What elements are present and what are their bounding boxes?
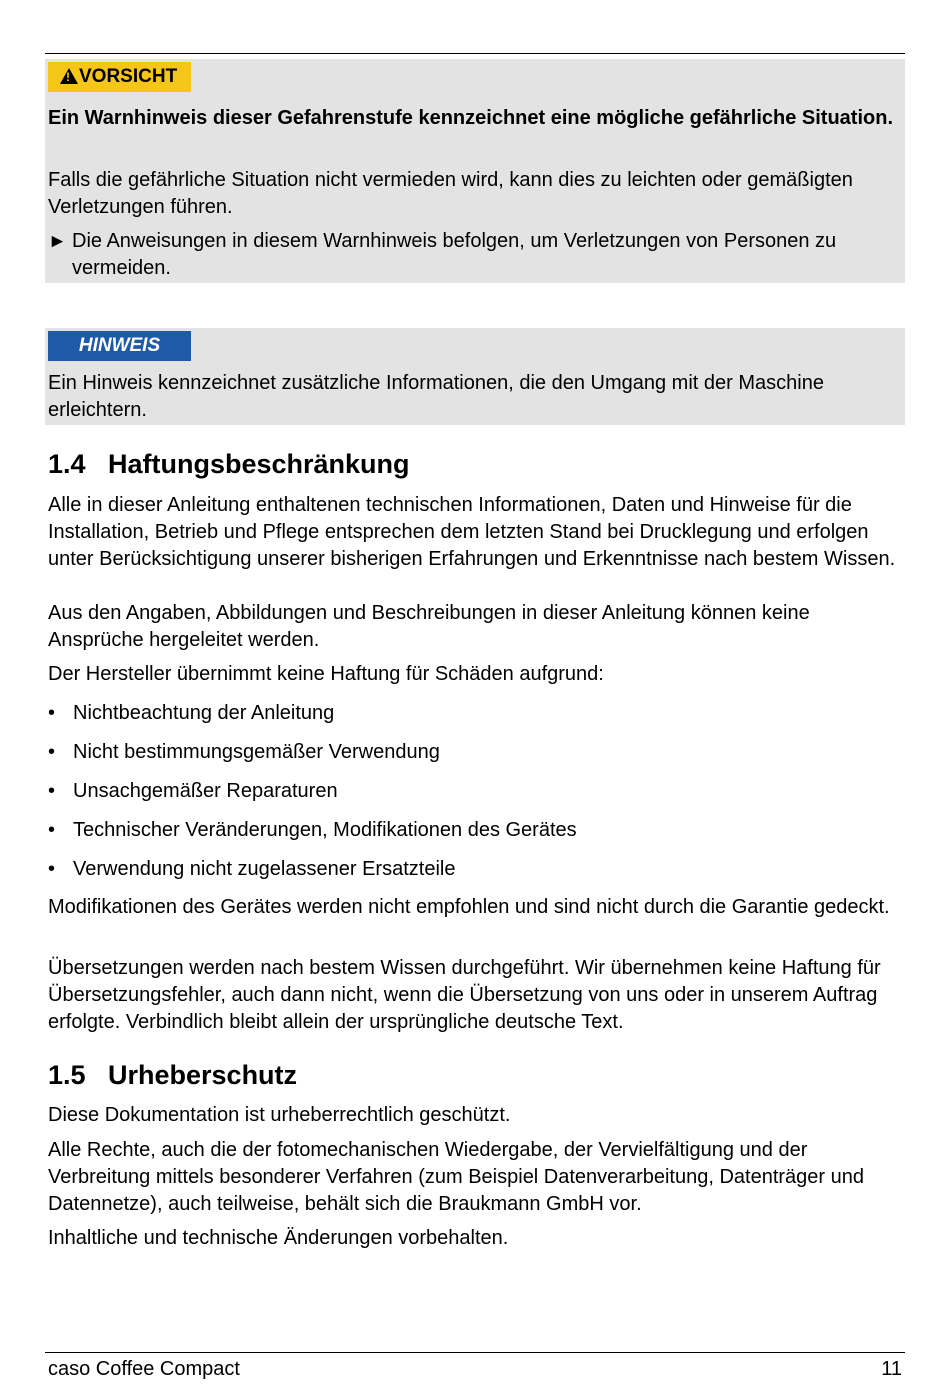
list-item	[48, 778, 898, 805]
list-item-text: Nichtbeachtung der Anleitung	[73, 702, 335, 724]
list-item	[48, 739, 898, 766]
bullet-icon: •	[48, 819, 56, 841]
list-item-text: Verwendung nicht zugelassener Ersatzteile	[73, 858, 456, 880]
section-title: Haftungsbeschränkung	[108, 449, 410, 479]
warning-label-text: VORSICHT	[79, 66, 178, 87]
warning-action-text: Die Anweisungen in diesem Warnhinweis befolgen, um Verletzungen von Personen zu vermeiden.	[72, 230, 837, 279]
bullet-icon: •	[48, 741, 56, 763]
warning-box	[45, 59, 905, 283]
liability-para-5: Übersetzungen werden nach bestem Wissen durchgeführt. Wir übernehmen keine Haftung für Übersetzungsfehler, auch dann nicht, wenn die Übersetzung von uns oder in unserem Auftrag erfolgte. Verbindlich bleibt allein der ursprüngliche deutsche Text.	[48, 957, 881, 1033]
copyright-para-3: Inhaltliche und technische Änderungen vorbehalten.	[48, 1227, 509, 1249]
list-item-text: Technischer Veränderungen, Modifikationen des Gerätes	[73, 819, 577, 841]
liability-para-3: Der Hersteller übernimmt keine Haftung für Schäden aufgrund:	[48, 663, 604, 685]
note-text: Ein Hinweis kennzeichnet zusätzliche Informationen, die den Umgang mit der Maschine erleichtern.	[48, 372, 824, 421]
page-number: 11	[881, 1358, 902, 1380]
list-item	[48, 700, 898, 727]
footer-product-name: caso Coffee Compact	[48, 1358, 240, 1380]
bullet-icon: •	[48, 702, 56, 724]
list-item	[48, 856, 898, 883]
liability-para-4: Modifikationen des Gerätes werden nicht empfohlen und sind nicht durch die Garantie gedeckt.	[48, 896, 890, 918]
footer-rule	[45, 1352, 905, 1353]
section-number: 1.5	[48, 1060, 86, 1090]
bullet-icon: •	[48, 780, 56, 802]
list-item-text: Nicht bestimmungsgemäßer Verwendung	[73, 741, 440, 763]
note-label: HINWEIS	[48, 331, 191, 361]
arrow-right-icon: ►	[48, 231, 67, 252]
note-box	[45, 328, 905, 425]
warning-label	[48, 62, 191, 92]
section-heading-copyright	[48, 1058, 297, 1092]
warning-title: Ein Warnhinweis dieser Gefahrenstufe kennzeichnet eine mögliche gefährliche Situation.	[48, 107, 893, 129]
liability-para-2: Aus den Angaben, Abbildungen und Beschreibungen in dieser Anleitung können keine Ansprüche hergeleitet werden.	[48, 602, 810, 651]
warning-action	[48, 228, 899, 282]
copyright-para-2: Alle Rechte, auch die der fotomechanischen Wiedergabe, der Vervielfältigung und der Verbreitung mittels besonderer Verfahren (zum Beispiel Datenverarbeitung, Datenträger und Datennetze), auch teilweise, behält sich die Braukmann GmbH vor.	[48, 1139, 865, 1215]
copyright-para-1: Diese Dokumentation ist urheberrechtlich geschützt.	[48, 1104, 511, 1126]
list-item-text: Unsachgemäßer Reparaturen	[73, 780, 338, 802]
section-number: 1.4	[48, 449, 86, 479]
warning-text: Falls die gefährliche Situation nicht vermieden wird, kann dies zu leichten oder gemäßigten Verletzungen führen.	[48, 169, 853, 218]
bullet-icon: •	[48, 858, 56, 880]
header-rule	[45, 53, 905, 54]
warning-triangle-icon	[60, 68, 78, 84]
section-heading-liability	[48, 447, 410, 481]
liability-para-1: Alle in dieser Anleitung enthaltenen technischen Informationen, Daten und Hinweise für die Installation, Betrieb und Pflege entsprechen dem letzten Stand bei Drucklegung und erfolgen unter Berücksichtigung unserer bisherigen Erfahrungen und Erkenntnisse nach bestem Wissen.	[48, 494, 896, 570]
list-item	[48, 817, 898, 844]
section-title: Urheberschutz	[108, 1060, 298, 1090]
